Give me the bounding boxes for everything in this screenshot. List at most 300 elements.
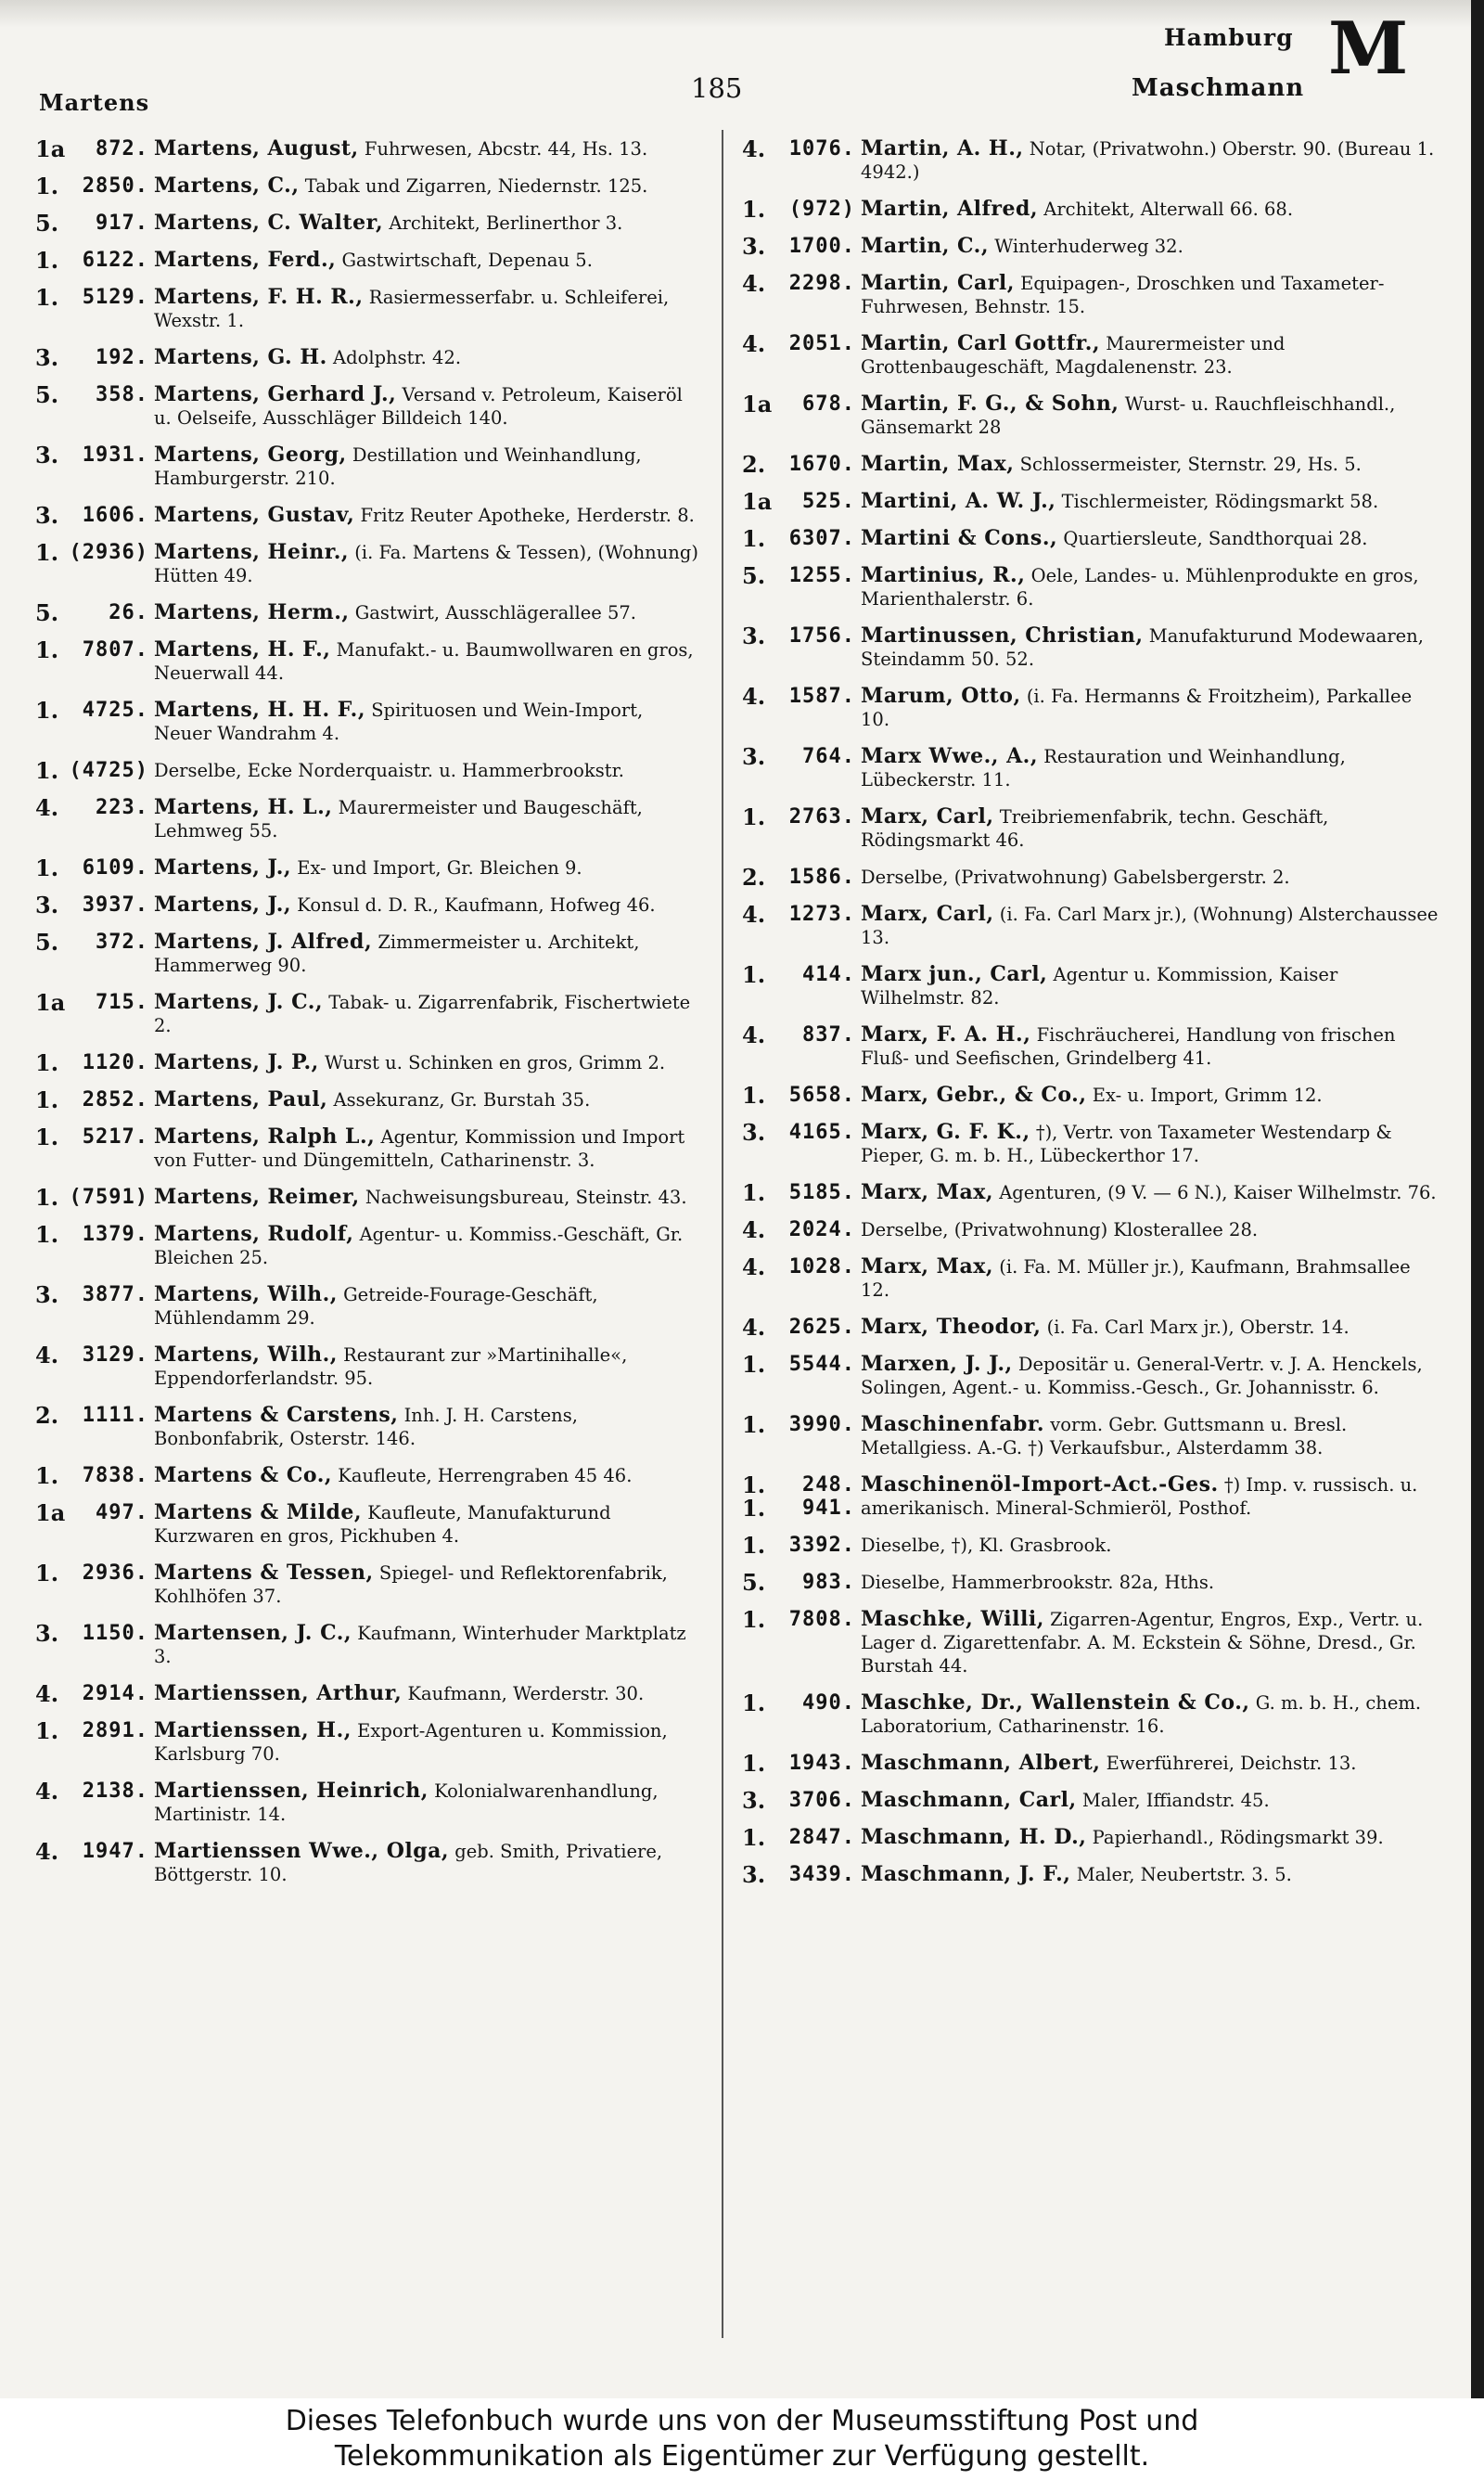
directory-entry xyxy=(35,1780,703,1826)
phone-number: 490. xyxy=(802,1691,855,1715)
directory-entry xyxy=(35,346,703,369)
subscriber-details: Architekt, Berlinerthor 3. xyxy=(389,212,623,234)
directory-entry xyxy=(742,527,1442,550)
phone-number: 1606. xyxy=(82,504,148,527)
subscriber-name: Marx jun., Carl, xyxy=(861,962,1048,986)
subscriber-details: Dieselbe, Hammerbrookstr. 82a, Hths. xyxy=(861,1572,1215,1593)
phone-number: 4725. xyxy=(82,699,148,722)
phone-number: 1947. xyxy=(82,1840,148,1863)
subscriber-name: Martin, A. H., xyxy=(861,136,1024,161)
phone-number: 1943. xyxy=(788,1752,855,1775)
directory-entry xyxy=(35,699,703,745)
subscriber-details: †) Imp. v. russisch. u. amerikanisch. Mineral-Schmieröl, Posthof. xyxy=(861,1474,1418,1519)
subscriber-details: Agentur- u. Kommiss.-Geschäft, Gr. Bleichen 25. xyxy=(154,1224,684,1268)
subscriber-details: Rasiermesserfabr. u. Schleiferei, Wexstr. 1. xyxy=(154,287,670,331)
subscriber-name: Martens, Georg, xyxy=(154,443,347,467)
directory-entry xyxy=(35,1186,703,1209)
directory-entry xyxy=(742,198,1442,221)
subscriber-details: Konsul d. D. R., Kaufmann, Hofweg 46. xyxy=(297,894,656,916)
directory-entry xyxy=(742,1608,1442,1677)
subscriber-details: Restauration und Weinhandlung, Lübeckerstr. 11. xyxy=(861,746,1346,790)
exchange-district: 4. xyxy=(742,683,766,710)
directory-entry xyxy=(35,1501,703,1548)
subscriber-name: Martensen, J. C., xyxy=(154,1621,352,1645)
phone-number: 5185. xyxy=(788,1181,855,1204)
directory-entry xyxy=(742,1353,1442,1399)
subscriber-name: Maschke, Willi, xyxy=(861,1607,1044,1631)
directory-entry xyxy=(35,1223,703,1269)
subscriber-details: Maler, Neubertstr. 3. 5. xyxy=(1076,1864,1292,1885)
phone-number: 2024. xyxy=(788,1218,855,1241)
phone-number: 5658. xyxy=(788,1084,855,1107)
directory-entry xyxy=(742,490,1442,513)
subscriber-name: Martens, C. Walter, xyxy=(154,211,384,235)
subscriber-details: Treibriemenfabrik, techn. Geschäft, Rödingsmarkt 46. xyxy=(861,806,1329,851)
subscriber-details: Gastwirtschaft, Depenau 5. xyxy=(341,250,593,271)
directory-entry xyxy=(742,1691,1442,1738)
subscriber-name: Martin, Max, xyxy=(861,452,1015,476)
phone-number: 1120. xyxy=(82,1051,148,1074)
directory-entry xyxy=(742,1084,1442,1107)
phone-number: 2625. xyxy=(788,1316,855,1339)
directory-entry xyxy=(35,759,703,782)
phone-number: 5217. xyxy=(82,1125,148,1149)
subscriber-name: Marx Wwe., A., xyxy=(861,744,1038,768)
footer-line-2: Telekommunikation als Eigentümer zur Verfügung gestellt. xyxy=(334,2440,1150,2473)
subscriber-details: Kaufmann, Werderstr. 30. xyxy=(407,1683,645,1704)
subscriber-name: Martens & Carstens, xyxy=(154,1403,399,1427)
subscriber-name: Martini & Cons., xyxy=(861,526,1058,550)
directory-entry xyxy=(35,638,703,685)
subscriber-details: Getreide-Fourage-Geschäft, Mühlendamm 29. xyxy=(154,1284,598,1329)
subscriber-name: Marx, Carl, xyxy=(861,902,994,926)
exchange-district: 4. xyxy=(742,1216,766,1243)
subscriber-details: Derselbe, Ecke Norderquaistr. u. Hammerbrookstr. xyxy=(154,760,624,781)
phone-number: 7838. xyxy=(82,1464,148,1487)
subscriber-details: Tabak und Zigarren, Niedernstr. 125. xyxy=(304,175,648,197)
directory-entry xyxy=(742,332,1442,379)
subscriber-name: Maschmann, Carl, xyxy=(861,1788,1077,1812)
phone-number: 3392. xyxy=(788,1534,855,1557)
exchange-district: 1a xyxy=(35,135,66,162)
subscriber-name: Martens, H. H. F., xyxy=(154,698,365,722)
exchange-district: 4. xyxy=(35,794,59,821)
subscriber-name: Martens, F. H. R., xyxy=(154,285,364,309)
subscriber-name: Martens, C., xyxy=(154,173,300,198)
exchange-district: 4. xyxy=(742,1022,766,1048)
subscriber-name: Martens, Herm., xyxy=(154,600,350,624)
subscriber-name: Marx, Theodor, xyxy=(861,1315,1042,1339)
exchange-district: 4. xyxy=(742,330,766,357)
subscriber-name: Maschinenöl-Import-Act.-Ges. xyxy=(861,1472,1219,1497)
phone-number: 837. xyxy=(802,1023,855,1047)
exchange-district: 1. 1. xyxy=(742,1471,766,1522)
directory-entry xyxy=(742,1121,1442,1167)
exchange-district: 4. xyxy=(742,135,766,162)
phone-number: 917. xyxy=(96,212,148,235)
directory-entry xyxy=(742,1218,1442,1241)
directory-entry xyxy=(742,392,1442,439)
exchange-district: 3. xyxy=(35,892,59,919)
exchange-district: 1. xyxy=(35,1184,59,1211)
exchange-district: 1. xyxy=(35,1221,59,1248)
section-letter: M xyxy=(1328,6,1409,91)
phone-number: (4725) xyxy=(69,759,148,782)
subscriber-details: Derselbe, (Privatwohnung) Gabelsbergerstr. 2. xyxy=(861,867,1290,888)
subscriber-details: Agenturen, (9 V. — 6 N.), Kaiser Wilhelmstr. 76. xyxy=(999,1182,1437,1203)
exchange-district: 1. xyxy=(742,961,766,988)
subscriber-name: Martinussen, Christian, xyxy=(861,623,1144,648)
exchange-district: 1a xyxy=(742,391,773,418)
directory-entry xyxy=(742,272,1442,318)
phone-number: 7808. xyxy=(788,1608,855,1631)
subscriber-details: (i. Fa. Martens & Tessen), (Wohnung) Hütten 49. xyxy=(154,542,698,586)
exchange-district: 1. xyxy=(742,1750,766,1777)
directory-entry xyxy=(35,541,703,587)
phone-number: 2763. xyxy=(788,805,855,829)
exchange-district: 4. xyxy=(35,1778,59,1805)
exchange-district: 3. xyxy=(742,743,766,770)
phone-number: 248. 941. xyxy=(802,1473,855,1520)
subscriber-details: Kaufleute, Manufakturund Kurzwaren en gros, Pickhuben 4. xyxy=(154,1502,611,1547)
subscriber-details: Kaufmann, Winterhuder Marktplatz 3. xyxy=(154,1623,686,1667)
phone-number: 358. xyxy=(96,383,148,406)
exchange-district: 1. xyxy=(35,1124,59,1150)
directory-entry xyxy=(742,1316,1442,1339)
subscriber-name: Martens, Paul, xyxy=(154,1087,328,1112)
exchange-district: 1. xyxy=(742,525,766,552)
subscriber-details: Tabak- u. Zigarrenfabrik, Fischertwiete 2. xyxy=(154,992,691,1036)
left-column xyxy=(35,137,703,1900)
subscriber-name: Martens, H. F., xyxy=(154,637,331,662)
phone-number: 1076. xyxy=(788,137,855,161)
phone-number: 1379. xyxy=(82,1223,148,1246)
exchange-district: 4. xyxy=(742,1314,766,1341)
directory-entry xyxy=(742,1752,1442,1775)
directory-entry xyxy=(742,1473,1442,1520)
exchange-district: 1. xyxy=(742,1082,766,1109)
subscriber-name: Maschke, Dr., Wallenstein & Co., xyxy=(861,1690,1250,1715)
subscriber-name: Martens, G. H. xyxy=(154,345,327,369)
subscriber-details: Wurst- u. Rauchfleischhandl., Gänsemarkt 28 xyxy=(861,393,1396,438)
directory-entry xyxy=(742,564,1442,610)
subscriber-name: Martin, Alfred, xyxy=(861,197,1039,221)
subscriber-name: Martens & Milde, xyxy=(154,1500,363,1524)
subscriber-details: Restaurant zur »Martinihalle«, Eppendorferlandstr. 95. xyxy=(154,1344,628,1389)
phone-number: 3990. xyxy=(788,1413,855,1436)
exchange-district: 1. xyxy=(35,539,59,566)
exchange-district: 3. xyxy=(742,1119,766,1146)
exchange-district: 5. xyxy=(35,210,59,237)
subscriber-name: Martienssen, Heinrich, xyxy=(154,1779,429,1803)
directory-entry xyxy=(742,903,1442,949)
subscriber-name: Martin, F. G., & Sohn, xyxy=(861,392,1119,416)
phone-number: 1931. xyxy=(82,443,148,467)
subscriber-name: Martens & Co., xyxy=(154,1463,333,1487)
subscriber-details: Assekuranz, Gr. Burstah 35. xyxy=(333,1089,591,1111)
subscriber-name: Marx, G. F. K., xyxy=(861,1120,1030,1144)
phone-number: 7807. xyxy=(82,638,148,662)
exchange-district: 1. xyxy=(742,1690,766,1716)
subscriber-details: Oele, Landes- u. Mühlenprodukte en gros, Marienthalerstr. 6. xyxy=(861,565,1419,610)
subscriber-details: (i. Fa. Carl Marx jr.), Oberstr. 14. xyxy=(1046,1317,1350,1338)
phone-number: 6307. xyxy=(788,527,855,550)
exchange-district: 1. xyxy=(35,697,59,724)
subscriber-details: Quartiersleute, Sandthorquai 28. xyxy=(1063,528,1368,549)
subscriber-details: Maurermeister und Baugeschäft, Lehmweg 55. xyxy=(154,797,643,842)
exchange-district: 2. xyxy=(35,1402,59,1429)
subscriber-name: Martens, Ralph L., xyxy=(154,1124,376,1149)
subscriber-name: Marx, Max, xyxy=(861,1254,994,1279)
subscriber-details: Destillation und Weinhandlung, Hamburgerstr. 210. xyxy=(154,444,642,489)
subscriber-name: Martin, Carl Gottfr., xyxy=(861,331,1101,355)
exchange-district: 1. xyxy=(35,173,59,199)
phone-number: 3439. xyxy=(788,1863,855,1886)
directory-entry xyxy=(35,893,703,917)
directory-entry xyxy=(742,1826,1442,1849)
phone-number: 2847. xyxy=(788,1826,855,1849)
subscriber-details: Maler, Iffiandstr. 45. xyxy=(1081,1790,1270,1811)
subscriber-details: Zigarren-Agentur, Engros, Exp., Vertr. u. Lager d. Zigarettenfabr. A. M. Eckstein & Söhne, Dresd., Gr. Burstah 44. xyxy=(861,1609,1424,1677)
phone-number: 715. xyxy=(96,991,148,1014)
subscriber-details: vorm. Gebr. Guttsmann u. Bresl. Metallgiess. A.-G. †) Verkaufsbur., Alsterdamm 38. xyxy=(861,1414,1348,1458)
subscriber-details: †), Vertr. von Taxameter Westendarp & Pieper, G. m. b. H., Lübeckerthor 17. xyxy=(861,1122,1392,1166)
directory-entry xyxy=(742,453,1442,476)
exchange-district: 3. xyxy=(742,1787,766,1814)
phone-number: (972) xyxy=(788,198,855,221)
phone-number: 1670. xyxy=(788,453,855,476)
exchange-district: 1. xyxy=(35,1049,59,1076)
subscriber-details: Tischlermeister, Rödingsmarkt 58. xyxy=(1061,491,1379,512)
directory-entry xyxy=(35,1125,703,1172)
directory-entry xyxy=(742,235,1442,258)
subscriber-name: Martienssen Wwe., Olga, xyxy=(154,1839,450,1863)
subscriber-name: Martens, J., xyxy=(154,893,292,917)
phone-number: 1273. xyxy=(788,903,855,926)
subscriber-details: Wurst u. Schinken en gros, Grimm 2. xyxy=(325,1052,666,1073)
exchange-district: 1a xyxy=(742,488,773,515)
subscriber-name: Marx, F. A. H., xyxy=(861,1022,1031,1047)
directory-entry xyxy=(35,504,703,527)
subscriber-details: Kaufleute, Herrengraben 45 46. xyxy=(338,1465,633,1486)
subscriber-name: Martens, Rudolf, xyxy=(154,1222,354,1246)
phone-number: 1255. xyxy=(788,564,855,587)
exchange-district: 5. xyxy=(35,599,59,626)
directory-entry xyxy=(35,1464,703,1487)
phone-number: 414. xyxy=(802,963,855,986)
phone-number: 3129. xyxy=(82,1343,148,1367)
subscriber-name: Maschmann, Albert, xyxy=(861,1751,1101,1775)
directory-entry xyxy=(35,212,703,235)
subscriber-name: Martens, J., xyxy=(154,855,292,880)
directory-entry xyxy=(35,1283,703,1330)
directory-entry xyxy=(742,137,1442,184)
subscriber-name: Marum, Otto, xyxy=(861,684,1021,708)
phone-number: 2298. xyxy=(788,272,855,295)
phone-number: 2914. xyxy=(82,1682,148,1705)
subscriber-details: (i. Fa. Carl Marx jr.), (Wohnung) Alsterchaussee 13. xyxy=(861,904,1439,948)
phone-number: 5544. xyxy=(788,1353,855,1376)
phone-number: 192. xyxy=(96,346,148,369)
exchange-district: 3. xyxy=(35,1281,59,1308)
subscriber-details: Notar, (Privatwohn.) Oberstr. 90. (Bureau 1. 4942.) xyxy=(861,138,1435,183)
subscriber-details: (i. Fa. M. Müller jr.), Kaufmann, Brahmsallee 12. xyxy=(861,1256,1411,1301)
exchange-district: 3. xyxy=(742,1861,766,1888)
subscriber-details: Agentur, Kommission und Import von Futter- und Düngemitteln, Catharinenstr. 3. xyxy=(154,1126,685,1171)
subscriber-details: G. m. b. H., chem. Laboratorium, Catharinenstr. 16. xyxy=(861,1692,1422,1737)
running-head-left: Martens xyxy=(39,89,150,116)
directory-entry xyxy=(35,174,703,198)
right-column xyxy=(742,137,1442,1900)
directory-entry xyxy=(35,1840,703,1886)
subscriber-name: Martens, Wilh., xyxy=(154,1282,338,1306)
exchange-district: 3. xyxy=(742,623,766,649)
phone-number: 1587. xyxy=(788,685,855,708)
directory-entry xyxy=(35,1561,703,1608)
subscriber-name: Martens, Gerhard J., xyxy=(154,382,397,406)
exchange-district: 1. xyxy=(742,1411,766,1438)
subscriber-details: (i. Fa. Hermanns & Froitzheim), Parkallee 10. xyxy=(861,686,1413,730)
phone-number: (7591) xyxy=(69,1186,148,1209)
directory-entry xyxy=(742,685,1442,731)
phone-number: 6109. xyxy=(82,856,148,880)
directory-entry xyxy=(35,601,703,624)
subscriber-name: Martens, Heinr., xyxy=(154,540,350,564)
exchange-district: 1. xyxy=(742,1532,766,1559)
subscriber-name: Martens, Reimer, xyxy=(154,1185,360,1209)
subscriber-name: Martienssen, H., xyxy=(154,1718,352,1742)
phone-number: 4165. xyxy=(788,1121,855,1144)
subscriber-name: Marxen, J. J., xyxy=(861,1352,1013,1376)
running-head-right: Maschmann xyxy=(1132,74,1305,102)
subscriber-name: Maschinenfabr. xyxy=(861,1412,1045,1436)
subscriber-details: Winterhuderweg 32. xyxy=(994,236,1183,257)
phone-number: 678. xyxy=(802,392,855,416)
exchange-district: 4. xyxy=(742,901,766,928)
exchange-district: 4. xyxy=(35,1838,59,1865)
subscriber-name: Martienssen, Arthur, xyxy=(154,1681,403,1705)
subscriber-name: Martens, Ferd., xyxy=(154,248,337,272)
directory-entry xyxy=(35,931,703,977)
exchange-district: 2. xyxy=(742,451,766,478)
phone-number: 764. xyxy=(802,745,855,768)
exchange-district: 1. xyxy=(35,1462,59,1489)
exchange-district: 1. xyxy=(35,1086,59,1113)
subscriber-name: Maschmann, J. F., xyxy=(861,1862,1071,1886)
phone-number: 2850. xyxy=(82,174,148,198)
subscriber-name: Martens, J. Alfred, xyxy=(154,930,373,954)
directory-entry xyxy=(35,1719,703,1766)
exchange-district: 1. xyxy=(35,636,59,663)
subscriber-name: Marx, Carl, xyxy=(861,804,994,829)
exchange-district: 1. xyxy=(35,284,59,311)
phone-number: 2852. xyxy=(82,1088,148,1112)
subscriber-name: Martin, Carl, xyxy=(861,271,1015,295)
subscriber-name: Martini, A. W. J., xyxy=(861,489,1056,513)
directory-entry xyxy=(742,1181,1442,1204)
directory-entry xyxy=(35,1682,703,1705)
subscriber-details: Ewerführerei, Deichstr. 13. xyxy=(1106,1753,1357,1774)
subscriber-details: Kolonialwarenhandlung, Martinistr. 14. xyxy=(154,1780,659,1825)
exchange-district: 4. xyxy=(742,270,766,297)
exchange-district: 4. xyxy=(35,1342,59,1368)
directory-entry xyxy=(35,1051,703,1074)
subscriber-details: Spiegel- und Reflektorenfabrik, Kohlhöfen 37. xyxy=(154,1562,668,1607)
directory-entry xyxy=(742,1255,1442,1302)
directory-entry xyxy=(742,1789,1442,1812)
subscriber-name: Martens, J. P., xyxy=(154,1050,319,1074)
subscriber-details: Gastwirt, Ausschlägerallee 57. xyxy=(354,602,636,623)
phone-number: 1150. xyxy=(82,1622,148,1645)
subscriber-details: Manufakturund Modewaaren, Steindamm 50. 52. xyxy=(861,625,1424,670)
exchange-district: 1. xyxy=(742,1824,766,1851)
phone-number: 1028. xyxy=(788,1255,855,1279)
subscriber-details: Derselbe, (Privatwohnung) Klosterallee 28. xyxy=(861,1219,1259,1240)
subscriber-details: Maurermeister und Grottenbaugeschäft, Magdalenenstr. 23. xyxy=(861,333,1286,378)
exchange-district: 3. xyxy=(35,1620,59,1647)
exchange-district: 1. xyxy=(35,1560,59,1587)
exchange-district: 3. xyxy=(35,442,59,469)
exchange-district: 4. xyxy=(35,1680,59,1707)
exchange-district: 1. xyxy=(742,196,766,223)
directory-entry xyxy=(35,796,703,842)
phone-number: 26. xyxy=(109,601,148,624)
directory-entry xyxy=(35,1622,703,1668)
subscriber-details: Depositär u. General-Vertr. v. J. A. Henckels, Solingen, Agent.- u. Kommiss.-Gesch., Gr. Johannisstr. 6. xyxy=(861,1354,1423,1398)
phone-number: 3937. xyxy=(82,893,148,917)
subscriber-details: Dieselbe, †), Kl. Grasbrook. xyxy=(861,1535,1112,1556)
phone-number: 983. xyxy=(802,1571,855,1594)
directory-entry xyxy=(35,1404,703,1450)
exchange-district: 3. xyxy=(35,344,59,371)
exchange-district: 1. xyxy=(742,1606,766,1633)
subscriber-details: Inh. J. H. Carstens, Bonbonfabrik, Osterstr. 146. xyxy=(154,1405,578,1449)
page-number: 185 xyxy=(691,72,743,104)
phone-number: 3877. xyxy=(82,1283,148,1306)
phone-number: 525. xyxy=(802,490,855,513)
subscriber-details: geb. Smith, Privatiere, Böttgerstr. 10. xyxy=(154,1841,663,1885)
exchange-district: 1a xyxy=(35,1499,66,1526)
phone-number: 1586. xyxy=(788,866,855,889)
directory-entry xyxy=(742,624,1442,671)
directory-entry xyxy=(742,1571,1442,1594)
directory-entry xyxy=(35,137,703,161)
directory-entry xyxy=(742,805,1442,852)
directory-entry xyxy=(35,443,703,490)
directory-entry xyxy=(742,866,1442,889)
subscriber-name: Maschmann, H. D., xyxy=(861,1825,1087,1849)
directory-entry xyxy=(35,1343,703,1390)
subscriber-details: Ex- u. Import, Grimm 12. xyxy=(1092,1085,1323,1106)
running-head-city: Hamburg xyxy=(1164,24,1294,51)
subscriber-details: Manufakt.- u. Baumwollwaren en gros, Neuerwall 44. xyxy=(154,639,694,684)
phone-number: 223. xyxy=(96,796,148,819)
subscriber-details: Spirituosen und Wein-Import, Neuer Wandrahm 4. xyxy=(154,700,644,744)
subscriber-details: Export-Agenturen u. Kommission, Karlsburg 70. xyxy=(154,1720,668,1765)
phone-number: 372. xyxy=(96,931,148,954)
phone-number: 1700. xyxy=(788,235,855,258)
exchange-district: 5. xyxy=(35,929,59,956)
exchange-district: 1. xyxy=(742,1179,766,1206)
directory-entry xyxy=(742,745,1442,791)
subscriber-details: Zimmermeister u. Architekt, Hammerweg 90. xyxy=(154,932,640,976)
phone-number: 2936. xyxy=(82,1561,148,1585)
phone-number: 2138. xyxy=(82,1780,148,1803)
subscriber-details: Adolphstr. 42. xyxy=(333,347,462,368)
exchange-district: 1. xyxy=(35,1717,59,1744)
exchange-district: 5. xyxy=(35,381,59,408)
subscriber-details: Equipagen-, Droschken und Taxameter-Fuhrwesen, Behnstr. 15. xyxy=(861,273,1385,317)
